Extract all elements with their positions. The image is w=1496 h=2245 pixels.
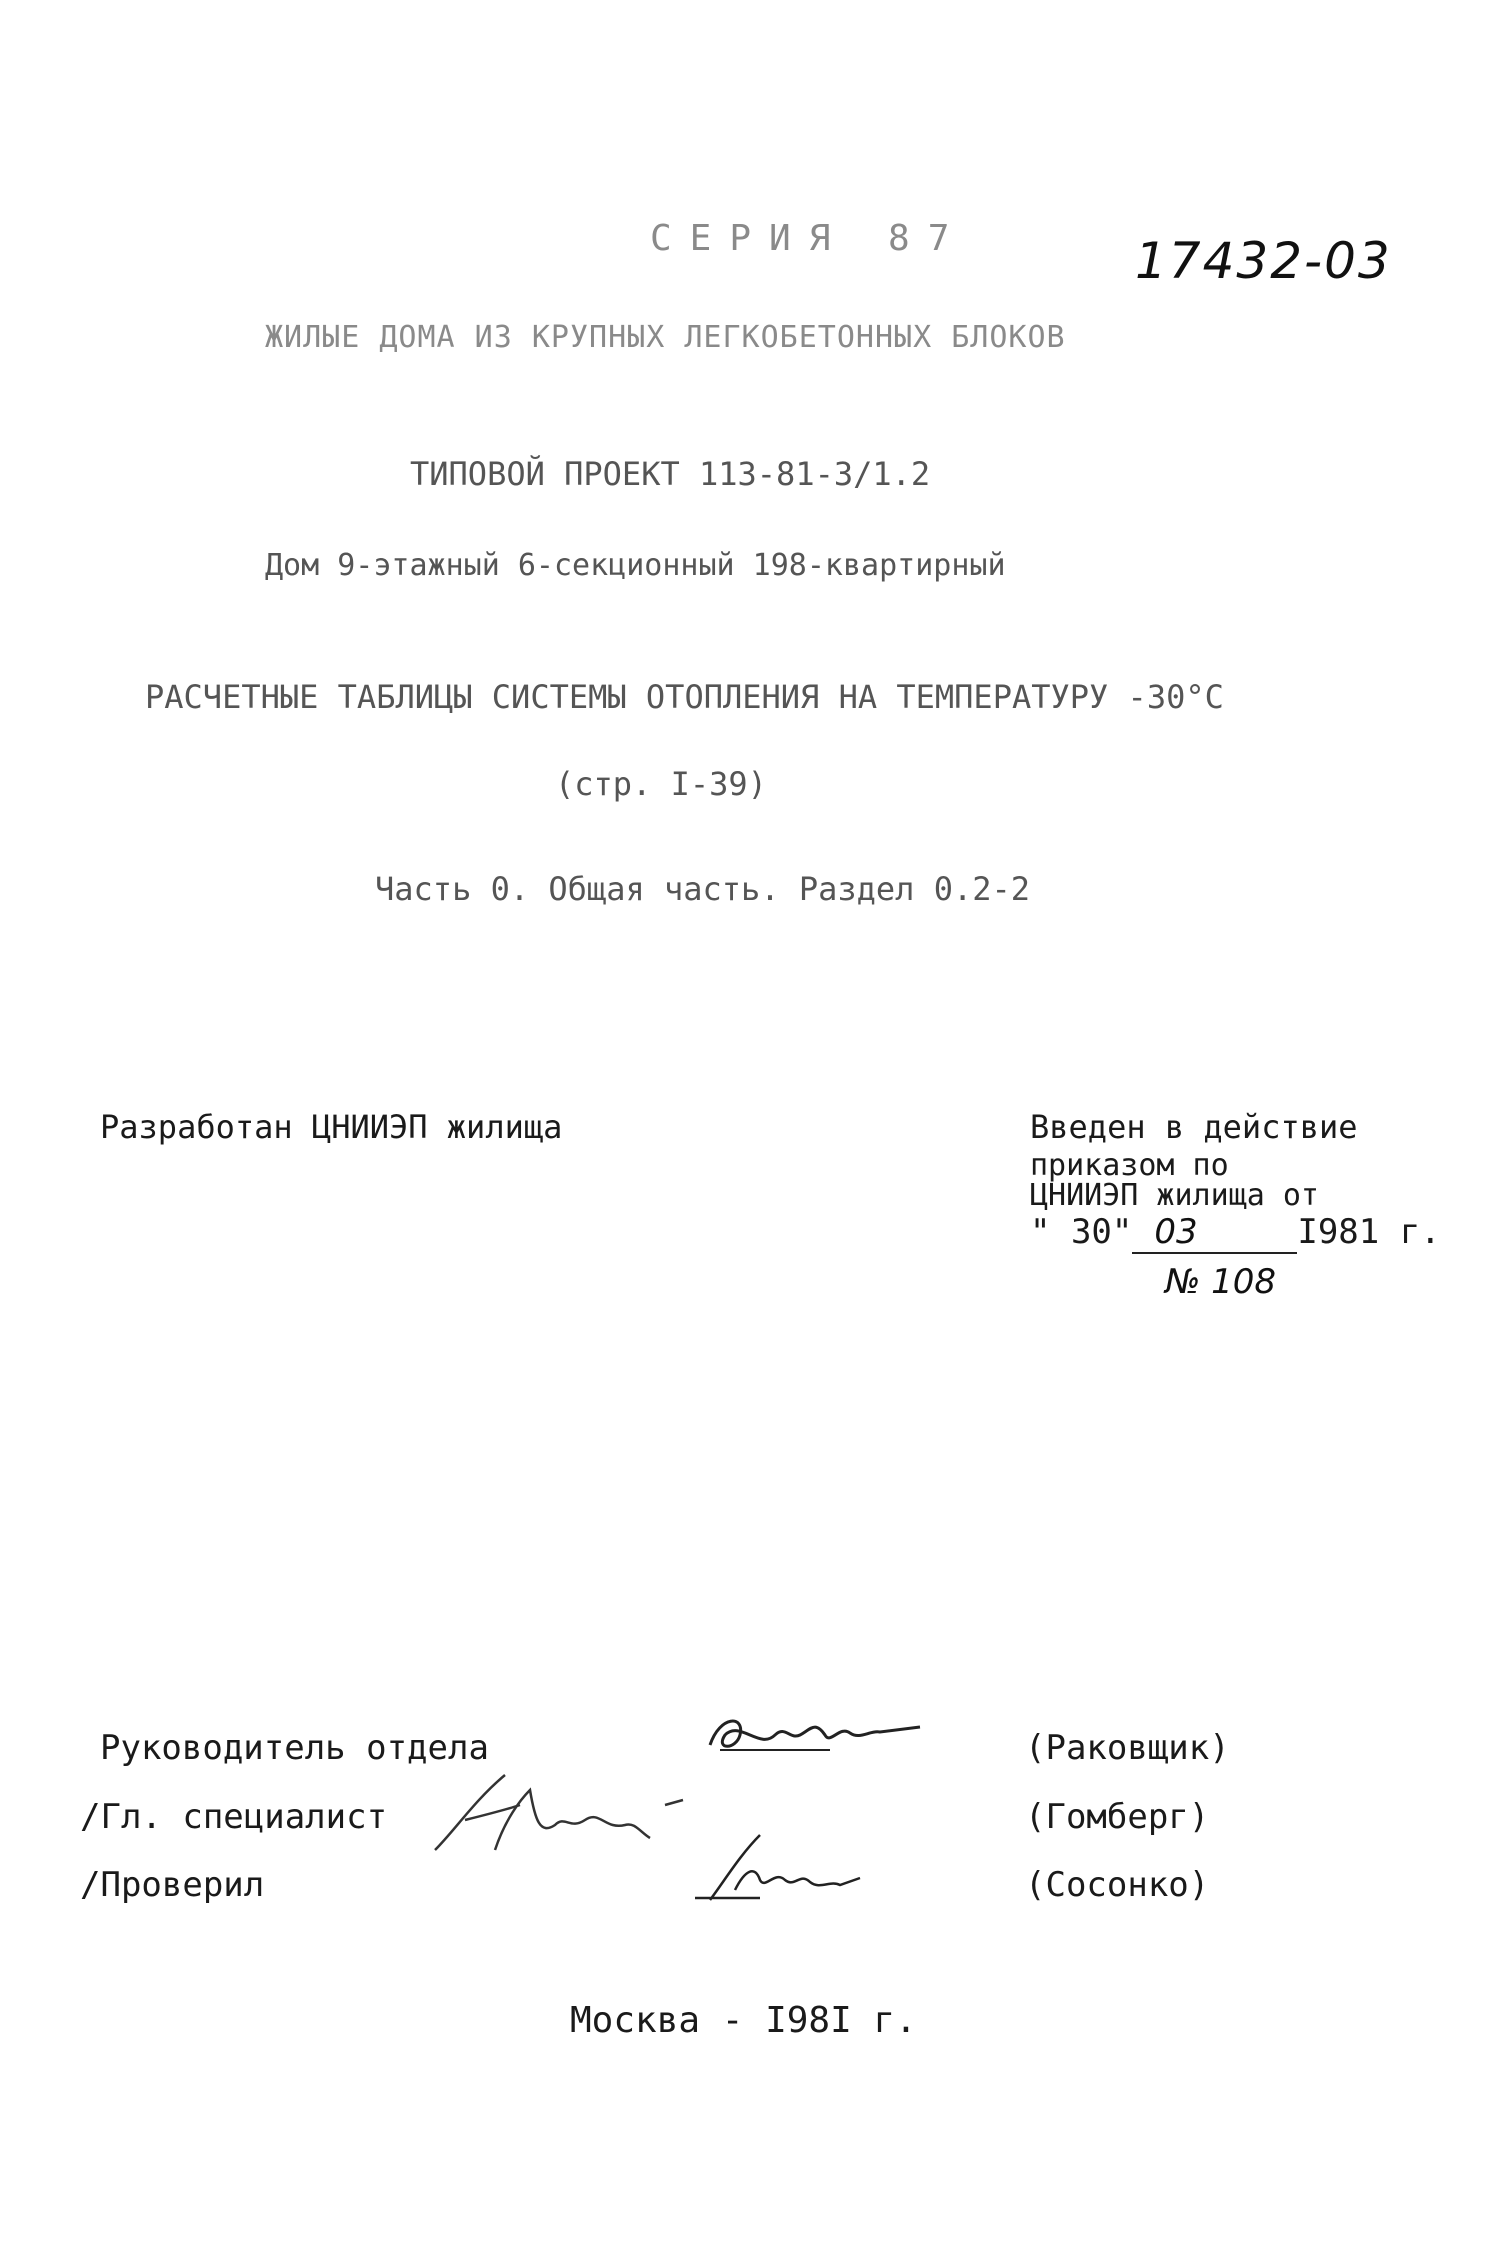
developer-line: Разработан ЦНИИЭП жилища [100,1108,563,1146]
signature-role-specialist: /Гл. специалист [80,1797,388,1837]
date-year: I981 г. [1297,1212,1441,1252]
tables-title: РАСЧЕТНЫЕ ТАБЛИЦЫ СИСТЕМЫ ОТОПЛЕНИЯ НА ТЕМПЕРАТУРУ -30°С [145,678,1224,716]
signature-role-head: Руководитель отдела [100,1728,489,1768]
signature-name-specialist: (Гомберг) [1025,1797,1210,1837]
date-day: " 30" [1030,1212,1133,1252]
building-description: Дом 9-этажный 6-секционный 198-квартирный [265,548,1006,583]
date-month: 03 [1132,1212,1297,1254]
footer-city-year: Москва - I98I г. [570,2000,917,2041]
signature-name-checker: (Сосонко) [1025,1865,1210,1905]
part-section-line: Часть 0. Общая часть. Раздел 0.2-2 [375,870,1031,908]
signature-specialist [425,1760,695,1870]
signature-checker [690,1830,870,1910]
order-number: № 108 [1165,1262,1277,1302]
series-subtitle: ЖИЛЫЕ ДОМА ИЗ КРУПНЫХ ЛЕГКОБЕТОННЫХ БЛОКОВ [265,320,1066,355]
signature-head [700,1705,930,1765]
project-title: ТИПОВОЙ ПРОЕКТ 113-81-3/1.2 [410,455,931,493]
page-range: (стр. I-39) [555,765,767,803]
order-line: приказом по [1030,1148,1229,1183]
approval-date [1030,1212,1441,1254]
document-number: 17432-03 [1135,232,1392,290]
series-title: СЕРИЯ 87 [650,218,968,259]
signature-role-checker: /Проверил [80,1865,265,1905]
institute-line: ЦНИИЭП жилища от [1030,1178,1319,1213]
signature-name-head: (Раковщик) [1025,1728,1230,1768]
introduced-line: Введен в действие [1030,1108,1358,1146]
